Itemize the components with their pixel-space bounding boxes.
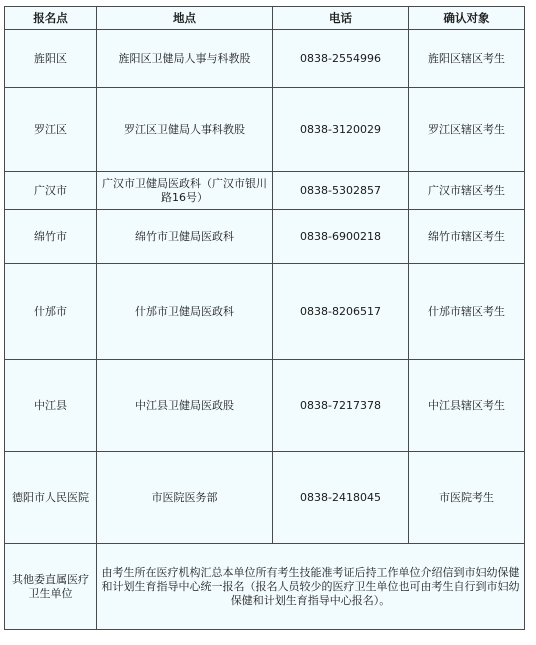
cell-site: 旌阳区 [5, 30, 97, 88]
cell-site: 其他委直属医疗卫生单位 [5, 544, 97, 630]
table-row [5, 360, 525, 452]
table-row [5, 172, 525, 210]
cell-note: 由考生所在医疗机构汇总本单位所有考生技能准考证后持工作单位介绍信到市妇幼保健和计划生育指导中心统一报名（报名人员较少的医疗卫生单位也可由考生自行到市妇幼保健和计划生育指导中心报名）。 [97, 544, 525, 630]
cell-location: 市医院医务部 [97, 452, 273, 544]
registration-table-container [4, 6, 525, 630]
cell-phone: 0838-8206517 [273, 264, 409, 360]
registration-table [4, 6, 525, 630]
cell-phone: 0838-2418045 [273, 452, 409, 544]
cell-location: 旌阳区卫健局人事与科教股 [97, 30, 273, 88]
cell-target: 市医院考生 [409, 452, 525, 544]
cell-location: 中江县卫健局医政股 [97, 360, 273, 452]
cell-site: 什邡市 [5, 264, 97, 360]
header-target: 确认对象 [409, 7, 525, 30]
header-location: 地点 [97, 7, 273, 30]
cell-phone: 0838-6900218 [273, 210, 409, 264]
cell-location: 罗江区卫健局人事科教股 [97, 88, 273, 172]
table-row [5, 30, 525, 88]
cell-target: 什邡市辖区考生 [409, 264, 525, 360]
cell-target: 绵竹市辖区考生 [409, 210, 525, 264]
cell-phone: 0838-2554996 [273, 30, 409, 88]
cell-target: 广汉市辖区考生 [409, 172, 525, 210]
cell-site: 中江县 [5, 360, 97, 452]
cell-phone: 0838-7217378 [273, 360, 409, 452]
header-site: 报名点 [5, 7, 97, 30]
cell-location: 广汉市卫健局医政科（广汉市银川路16号） [97, 172, 273, 210]
table-row-other-units [5, 544, 525, 630]
cell-site: 广汉市 [5, 172, 97, 210]
table-row [5, 452, 525, 544]
cell-site: 德阳市人民医院 [5, 452, 97, 544]
cell-phone: 0838-3120029 [273, 88, 409, 172]
cell-site: 罗江区 [5, 88, 97, 172]
cell-target: 罗江区辖区考生 [409, 88, 525, 172]
table-row [5, 264, 525, 360]
cell-location: 绵竹市卫健局医政科 [97, 210, 273, 264]
cell-site: 绵竹市 [5, 210, 97, 264]
cell-phone: 0838-5302857 [273, 172, 409, 210]
table-row [5, 88, 525, 172]
cell-location: 什邡市卫健局医政科 [97, 264, 273, 360]
table-header-row [5, 7, 525, 30]
table-row [5, 210, 525, 264]
cell-target: 旌阳区辖区考生 [409, 30, 525, 88]
header-phone: 电话 [273, 7, 409, 30]
cell-target: 中江县辖区考生 [409, 360, 525, 452]
